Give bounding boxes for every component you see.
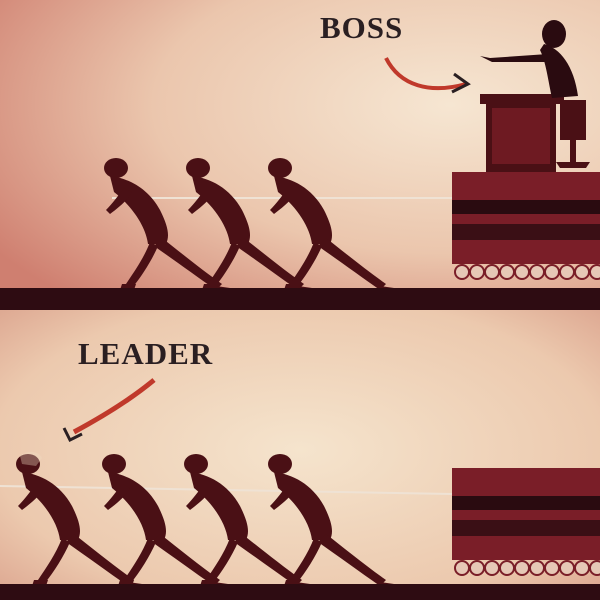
ground-bottom [0,584,600,600]
stone-block-top [452,172,600,279]
boss-label: BOSS [320,10,404,45]
leader-label: LEADER [78,336,214,371]
stone-block-bottom [452,468,600,575]
